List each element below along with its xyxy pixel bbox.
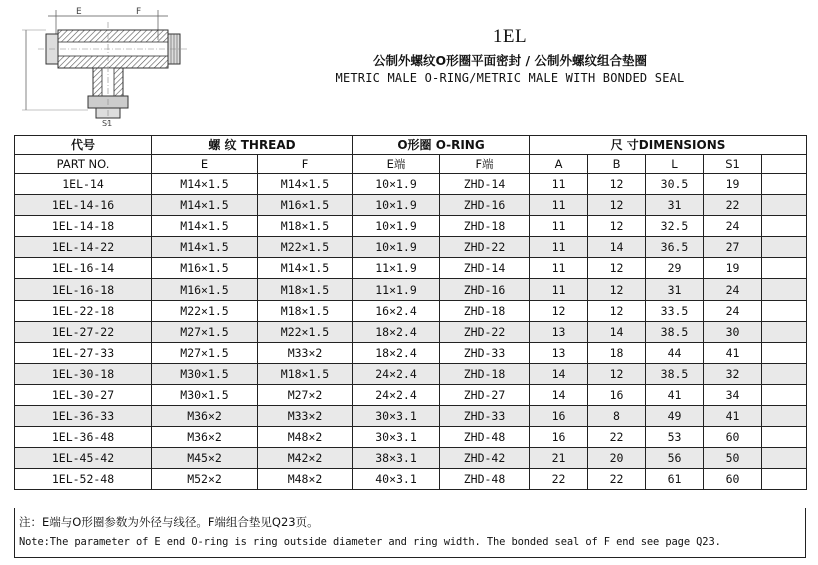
thread-e-cell: M36×2: [152, 406, 258, 427]
dim-l-cell: 32.5: [646, 216, 704, 237]
table-row: [15, 216, 807, 237]
thread-e-cell: M36×2: [152, 427, 258, 448]
empty-cell: [762, 469, 807, 490]
dim-l-cell: 44: [646, 342, 704, 363]
oring-e-end-cell: 18×2.4: [353, 321, 440, 342]
drawing-label-s1: S1: [102, 119, 113, 128]
header-row-groups: [15, 136, 807, 155]
header-l: L: [646, 155, 704, 174]
dim-s1-cell: 19: [704, 258, 762, 279]
f-end-seal-cell: ZHD-16: [440, 195, 530, 216]
empty-cell: [762, 384, 807, 405]
part-no-cell: 1EL-14-16: [15, 195, 152, 216]
dim-a-cell: 14: [530, 363, 588, 384]
oring-e-end-cell: 18×2.4: [353, 342, 440, 363]
dim-b-cell: 14: [588, 237, 646, 258]
empty-cell: [762, 237, 807, 258]
empty-cell: [762, 258, 807, 279]
dim-a-cell: 13: [530, 342, 588, 363]
dim-a-cell: 22: [530, 469, 588, 490]
dim-s1-cell: 24: [704, 300, 762, 321]
header-empty: [762, 155, 807, 174]
thread-f-cell: M33×2: [258, 342, 353, 363]
dim-b-cell: 12: [588, 279, 646, 300]
dim-b-cell: 8: [588, 406, 646, 427]
table-row: [15, 279, 807, 300]
dim-a-cell: 13: [530, 321, 588, 342]
table-row: [15, 237, 807, 258]
dim-a-cell: 11: [530, 279, 588, 300]
f-end-seal-cell: ZHD-16: [440, 279, 530, 300]
dim-b-cell: 22: [588, 469, 646, 490]
fitting-drawing: [18, 0, 193, 128]
part-no-cell: 1EL-27-33: [15, 342, 152, 363]
thread-e-cell: M30×1.5: [152, 363, 258, 384]
thread-e-cell: M45×2: [152, 448, 258, 469]
empty-cell: [762, 300, 807, 321]
dim-b-cell: 12: [588, 216, 646, 237]
dim-b-cell: 12: [588, 195, 646, 216]
dim-a-cell: 16: [530, 406, 588, 427]
dim-l-cell: 53: [646, 427, 704, 448]
notes-box: [14, 508, 806, 558]
empty-cell: [762, 174, 807, 195]
thread-f-cell: M18×1.5: [258, 216, 353, 237]
f-end-seal-cell: ZHD-14: [440, 174, 530, 195]
thread-e-cell: M52×2: [152, 469, 258, 490]
dim-s1-cell: 24: [704, 279, 762, 300]
dim-b-cell: 14: [588, 321, 646, 342]
table-row: [15, 363, 807, 384]
f-end-seal-cell: ZHD-22: [440, 237, 530, 258]
document-header: [300, 26, 720, 86]
part-no-cell: 1EL-14-18: [15, 216, 152, 237]
dim-a-cell: 11: [530, 174, 588, 195]
thread-f-cell: M33×2: [258, 406, 353, 427]
dim-s1-cell: 34: [704, 384, 762, 405]
thread-e-cell: M22×1.5: [152, 300, 258, 321]
header-e: E: [152, 155, 258, 174]
table-row: [15, 321, 807, 342]
dim-b-cell: 12: [588, 363, 646, 384]
part-no-cell: 1EL-27-22: [15, 321, 152, 342]
thread-f-cell: M18×1.5: [258, 363, 353, 384]
empty-cell: [762, 427, 807, 448]
f-end-seal-cell: ZHD-42: [440, 448, 530, 469]
part-no-cell: 1EL-14: [15, 174, 152, 195]
header-f-end: F端: [440, 155, 530, 174]
empty-cell: [762, 195, 807, 216]
part-no-cell: 1EL-30-27: [15, 384, 152, 405]
thread-e-cell: M14×1.5: [152, 237, 258, 258]
dim-a-cell: 14: [530, 384, 588, 405]
oring-e-end-cell: 10×1.9: [353, 237, 440, 258]
header-e-end: E端: [353, 155, 440, 174]
dim-b-cell: 16: [588, 384, 646, 405]
dim-b-cell: 18: [588, 342, 646, 363]
empty-cell: [762, 448, 807, 469]
thread-f-cell: M18×1.5: [258, 300, 353, 321]
oring-e-end-cell: 10×1.9: [353, 195, 440, 216]
empty-cell: [762, 406, 807, 427]
dim-l-cell: 41: [646, 384, 704, 405]
thread-e-cell: M27×1.5: [152, 321, 258, 342]
header-oring: O形圈 O-RING: [353, 136, 530, 155]
table-row: [15, 300, 807, 321]
part-no-cell: 1EL-16-14: [15, 258, 152, 279]
dim-l-cell: 36.5: [646, 237, 704, 258]
header-b: B: [588, 155, 646, 174]
dim-l-cell: 33.5: [646, 300, 704, 321]
empty-cell: [762, 342, 807, 363]
dim-l-cell: 38.5: [646, 363, 704, 384]
thread-e-cell: M14×1.5: [152, 216, 258, 237]
spec-table-body: [15, 136, 807, 490]
dim-b-cell: 12: [588, 300, 646, 321]
thread-e-cell: M27×1.5: [152, 342, 258, 363]
f-end-seal-cell: ZHD-48: [440, 427, 530, 448]
thread-e-cell: M16×1.5: [152, 258, 258, 279]
oring-e-end-cell: 24×2.4: [353, 363, 440, 384]
thread-f-cell: M27×2: [258, 384, 353, 405]
oring-e-end-cell: 10×1.9: [353, 216, 440, 237]
f-end-seal-cell: ZHD-22: [440, 321, 530, 342]
dim-l-cell: 38.5: [646, 321, 704, 342]
dim-l-cell: 29: [646, 258, 704, 279]
table-row: [15, 427, 807, 448]
f-end-seal-cell: ZHD-48: [440, 469, 530, 490]
table-row: [15, 469, 807, 490]
header-a: A: [530, 155, 588, 174]
f-end-seal-cell: ZHD-18: [440, 300, 530, 321]
dim-a-cell: 21: [530, 448, 588, 469]
table-row: [15, 448, 807, 469]
thread-f-cell: M14×1.5: [258, 258, 353, 279]
oring-e-end-cell: 40×3.1: [353, 469, 440, 490]
empty-cell: [762, 321, 807, 342]
header-part-no-cn: 代号: [15, 136, 152, 155]
thread-e-cell: M14×1.5: [152, 195, 258, 216]
dim-s1-cell: 22: [704, 195, 762, 216]
dim-b-cell: 22: [588, 427, 646, 448]
dim-l-cell: 49: [646, 406, 704, 427]
header-thread: 螺 纹 THREAD: [152, 136, 353, 155]
f-end-seal-cell: ZHD-14: [440, 258, 530, 279]
thread-e-cell: M30×1.5: [152, 384, 258, 405]
dim-a-cell: 11: [530, 237, 588, 258]
dim-s1-cell: 30: [704, 321, 762, 342]
dim-s1-cell: 32: [704, 363, 762, 384]
table-row: [15, 384, 807, 405]
document-title: 1EL: [492, 26, 528, 47]
part-no-cell: 1EL-52-48: [15, 469, 152, 490]
empty-cell: [762, 363, 807, 384]
oring-e-end-cell: 10×1.9: [353, 174, 440, 195]
header-s1: S1: [704, 155, 762, 174]
thread-f-cell: M48×2: [258, 427, 353, 448]
table-row: [15, 174, 807, 195]
f-end-seal-cell: ZHD-18: [440, 363, 530, 384]
thread-f-cell: M42×2: [258, 448, 353, 469]
oring-e-end-cell: 11×1.9: [353, 279, 440, 300]
dim-l-cell: 31: [646, 195, 704, 216]
header-row-columns: [15, 155, 807, 174]
empty-cell: [762, 279, 807, 300]
header-part-no-en: PART NO.: [15, 155, 152, 174]
f-end-seal-cell: ZHD-27: [440, 384, 530, 405]
part-no-cell: 1EL-14-22: [15, 237, 152, 258]
part-no-cell: 1EL-36-33: [15, 406, 152, 427]
dim-s1-cell: 41: [704, 406, 762, 427]
oring-e-end-cell: 24×2.4: [353, 384, 440, 405]
part-no-cell: 1EL-45-42: [15, 448, 152, 469]
drawing-label-f: F: [136, 7, 142, 17]
thread-f-cell: M22×1.5: [258, 237, 353, 258]
dim-a-cell: 11: [530, 258, 588, 279]
oring-e-end-cell: 30×3.1: [353, 406, 440, 427]
dim-s1-cell: 24: [704, 216, 762, 237]
f-end-seal-cell: ZHD-18: [440, 216, 530, 237]
thread-f-cell: M18×1.5: [258, 279, 353, 300]
thread-f-cell: M22×1.5: [258, 321, 353, 342]
table-row: [15, 342, 807, 363]
dim-l-cell: 56: [646, 448, 704, 469]
dim-s1-cell: 60: [704, 427, 762, 448]
oring-e-end-cell: 30×3.1: [353, 427, 440, 448]
document-subtitle-cn: 公制外螺纹O形圈平面密封 / 公制外螺纹组合垫圈: [373, 53, 647, 68]
dim-s1-cell: 19: [704, 174, 762, 195]
note-cn: 注：E端与O形圈参数为外径与线径。F端组合垫见Q23页。: [19, 515, 319, 529]
dim-l-cell: 30.5: [646, 174, 704, 195]
oring-e-end-cell: 11×1.9: [353, 258, 440, 279]
header-f: F: [258, 155, 353, 174]
note-en: Note:The parameter of E end O-ring is ring outside diameter and ring width. The bonded seal of F end see page Q23.: [19, 536, 721, 548]
drawing-label-e: E: [76, 7, 82, 17]
part-no-cell: 1EL-36-48: [15, 427, 152, 448]
table-row: [15, 258, 807, 279]
dim-s1-cell: 27: [704, 237, 762, 258]
dim-b-cell: 12: [588, 258, 646, 279]
f-end-seal-cell: ZHD-33: [440, 406, 530, 427]
dim-s1-cell: 60: [704, 469, 762, 490]
part-no-cell: 1EL-30-18: [15, 363, 152, 384]
dim-a-cell: 16: [530, 427, 588, 448]
dim-b-cell: 20: [588, 448, 646, 469]
dim-a-cell: 11: [530, 216, 588, 237]
dim-a-cell: 11: [530, 195, 588, 216]
dim-a-cell: 12: [530, 300, 588, 321]
thread-e-cell: M16×1.5: [152, 279, 258, 300]
dim-l-cell: 61: [646, 469, 704, 490]
thread-e-cell: M14×1.5: [152, 174, 258, 195]
oring-e-end-cell: 38×3.1: [353, 448, 440, 469]
dim-l-cell: 31: [646, 279, 704, 300]
document-subtitle-en: METRIC MALE O-RING/METRIC MALE WITH BONDED SEAL: [335, 71, 685, 85]
dim-s1-cell: 50: [704, 448, 762, 469]
table-row: [15, 406, 807, 427]
f-end-seal-cell: ZHD-33: [440, 342, 530, 363]
oring-e-end-cell: 16×2.4: [353, 300, 440, 321]
dim-b-cell: 12: [588, 174, 646, 195]
part-no-cell: 1EL-22-18: [15, 300, 152, 321]
empty-cell: [762, 216, 807, 237]
thread-f-cell: M16×1.5: [258, 195, 353, 216]
spec-table: [14, 135, 807, 490]
header-dimensions: 尺 寸DIMENSIONS: [530, 136, 807, 155]
thread-f-cell: M14×1.5: [258, 174, 353, 195]
thread-f-cell: M48×2: [258, 469, 353, 490]
dim-s1-cell: 41: [704, 342, 762, 363]
part-no-cell: 1EL-16-18: [15, 279, 152, 300]
table-row: [15, 195, 807, 216]
